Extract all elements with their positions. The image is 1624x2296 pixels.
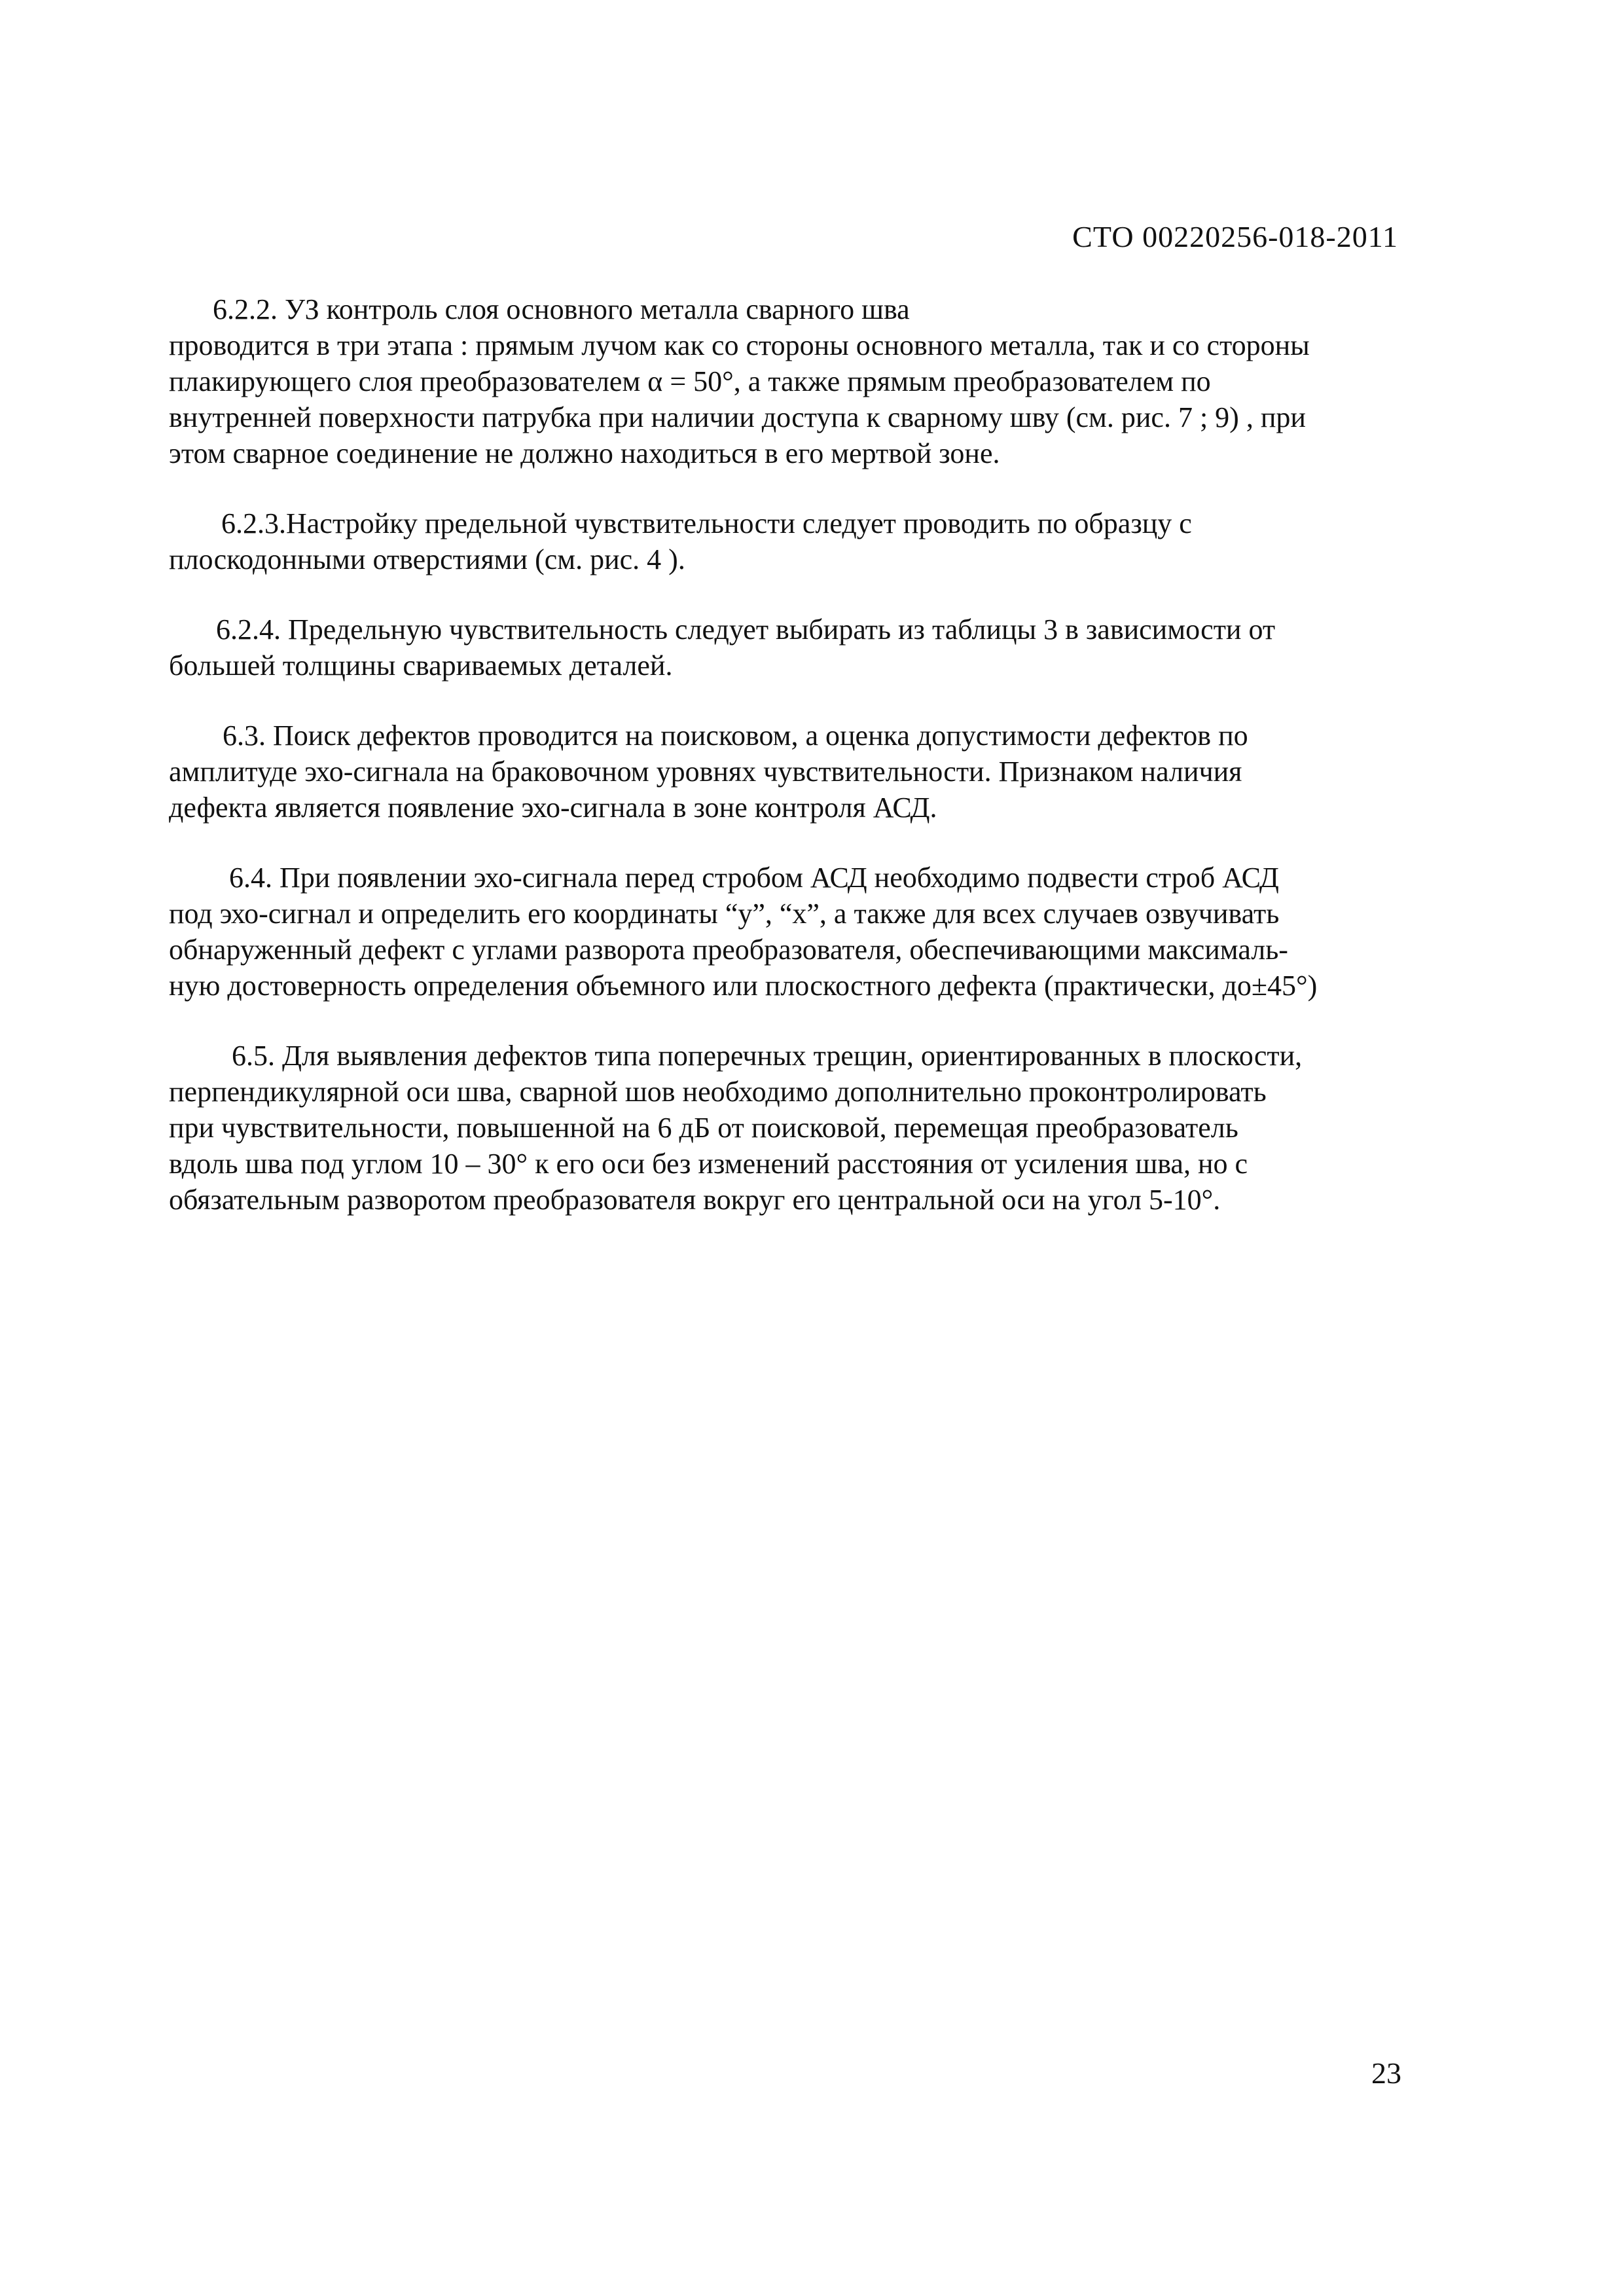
text-line: проводится в три этапа : прямым лучом как со стороны основного металла, так и со стороны: [169, 329, 1310, 361]
text-line: обязательным разворотом преобразователя вокруг его центральной оси на угол 5-10°.: [169, 1184, 1221, 1216]
text-line: 6.2.4. Предельную чувствительность следует выбирать из таблицы 3 в зависимости от: [216, 613, 1276, 646]
text-line: 6.2.2. УЗ контроль слоя основного металла сварного шва: [213, 293, 910, 325]
text-line: дефекта является появление эхо-сигнала в зоне контроля АСД.: [169, 792, 937, 824]
text-line: 6.5. Для выявления дефектов типа поперечных трещин, ориентированных в плоскости,: [232, 1040, 1303, 1072]
text-line: плакирующего слоя преобразователем α = 50°, а также прямым преобразователем по: [169, 365, 1211, 397]
paragraph-6-5: [169, 1038, 1471, 1218]
text-line: 6.3. Поиск дефектов проводится на поисковом, а оценка допустимости дефектов по: [223, 720, 1248, 752]
paragraph-6-2-4: [169, 611, 1471, 683]
text-line: этом сварное соединение не должно находиться в его мертвой зоне.: [169, 437, 1000, 469]
text-line: внутренней поверхности патрубка при наличии доступа к сварному шву (см. рис. 7 ; 9) , при: [169, 401, 1306, 433]
paragraph-6-2-3: [169, 505, 1471, 577]
text-line: плоскодонными отверстиями (см. рис. 4 ).: [169, 543, 685, 575]
text-line: ную достоверность определения объемного или плоскостного дефекта (практически, до±45°): [169, 970, 1318, 1002]
text-line: 6.4. При появлении эхо-сигнала перед стробом АСД необходимо подвести строб АСД: [229, 862, 1279, 894]
document-code: СТО 00220256-018-2011: [1072, 220, 1398, 253]
text-line: обнаруженный дефект с углами разворота преобразователя, обеспечивающими максималь-: [169, 934, 1288, 966]
paragraph-6-2-2: [169, 291, 1471, 471]
text-line: под эхо-сигнал и определить его координаты “у”, “х”, а также для всех случаев озвучивать: [169, 898, 1280, 930]
paragraph-6-4: [169, 860, 1471, 1004]
text-line: большей толщины свариваемых деталей.: [169, 649, 673, 682]
page-number: 23: [1371, 2056, 1401, 2090]
text-line: при чувствительности, повышенной на 6 дБ от поисковой, перемещая преобразователь: [169, 1112, 1238, 1144]
text-line: 6.2.3.Настройку предельной чувствительности следует проводить по образцу с: [221, 507, 1192, 539]
text-line: вдоль шва под углом 10 – 30° к его оси без изменений расстояния от усиления шва, но с: [169, 1148, 1248, 1180]
paragraph-6-3: [169, 718, 1471, 826]
document-body: [169, 291, 1471, 1252]
text-line: перпендикулярной оси шва, сварной шов необходимо дополнительно проконтролировать: [169, 1076, 1267, 1108]
text-line: амплитуде эхо-сигнала на браковочном уровнях чувствительности. Признаком наличия: [169, 756, 1242, 788]
